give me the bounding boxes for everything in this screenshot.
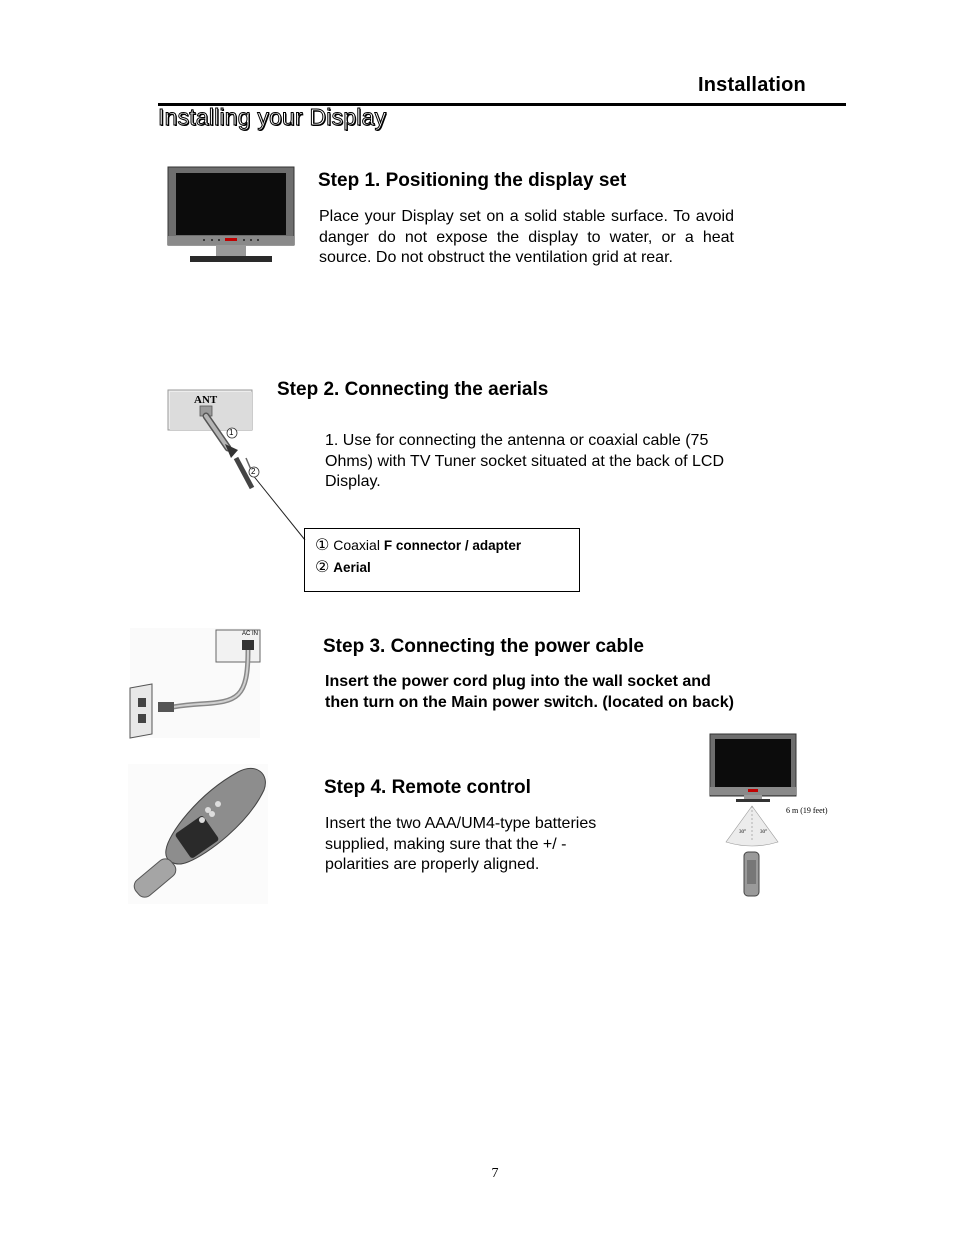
ac-in-label: AC IN <box>242 631 259 637</box>
angle-right-label: 30° <box>760 830 767 835</box>
step1-text: Place your Display set on a solid stable surface. To avoid danger do not expose the display to water, or a heat source. Do not obstruct the ventilation grid at rear. <box>319 208 734 266</box>
page-number: 7 <box>491 1166 499 1181</box>
step3-text-line: Insert the power cord plug into the wall socket and <box>325 673 711 690</box>
step3-title: Step 3. Connecting the power cable <box>323 636 644 657</box>
callout-1: 1 <box>229 428 234 437</box>
legend-item-1-number: ① <box>315 535 330 554</box>
step1-title: Step 1. Positioning the display set <box>318 170 627 191</box>
step3-text-line: then turn on the Main power switch. (located on back) <box>325 693 734 711</box>
legend-item-2-number: ② <box>315 557 330 576</box>
legend-item-1 <box>315 535 521 554</box>
step2-text-line: Display. <box>325 473 381 490</box>
power-cable-illustration <box>130 628 262 740</box>
remote-battery-illustration <box>128 764 270 906</box>
tv-display-illustration <box>168 166 296 266</box>
step4-text-line: Insert the two AAA/UM4-type batteries <box>325 815 597 832</box>
step2-title: Step 2. Connecting the aerials <box>277 379 549 400</box>
step4-title: Step 4. Remote control <box>324 777 531 798</box>
range-label: 6 m (19 feet) <box>786 806 828 815</box>
step2-text-line: 1. Use for connecting the antenna or coaxial cable (75 <box>325 432 709 449</box>
antenna-connection-illustration <box>168 388 308 548</box>
legend-item-2-sub: Aerial <box>333 560 371 575</box>
callout-2: 2 <box>251 467 256 476</box>
step4-text-line: polarities are properly aligned. <box>325 856 540 873</box>
antenna-legend-box <box>304 528 580 592</box>
ant-label: ANT <box>194 394 218 406</box>
angle-left-label: 30° <box>739 830 746 835</box>
step2-text-line: Ohms) with TV Tuner socket situated at the back of LCD <box>325 452 724 470</box>
remote-range-illustration <box>706 732 806 902</box>
step4-text <box>325 814 596 876</box>
legend-item-2 <box>315 557 371 576</box>
page-title: Installing your Display <box>158 104 387 130</box>
section-label: Installation <box>698 74 806 96</box>
legend-item-1-text: Coaxial <box>333 537 380 553</box>
step2-text <box>325 431 724 493</box>
step4-text-line: supplied, making sure that the +/ - <box>325 835 567 853</box>
legend-item-1-sub: F connector / adapter <box>383 538 522 553</box>
step3-text <box>325 672 734 713</box>
